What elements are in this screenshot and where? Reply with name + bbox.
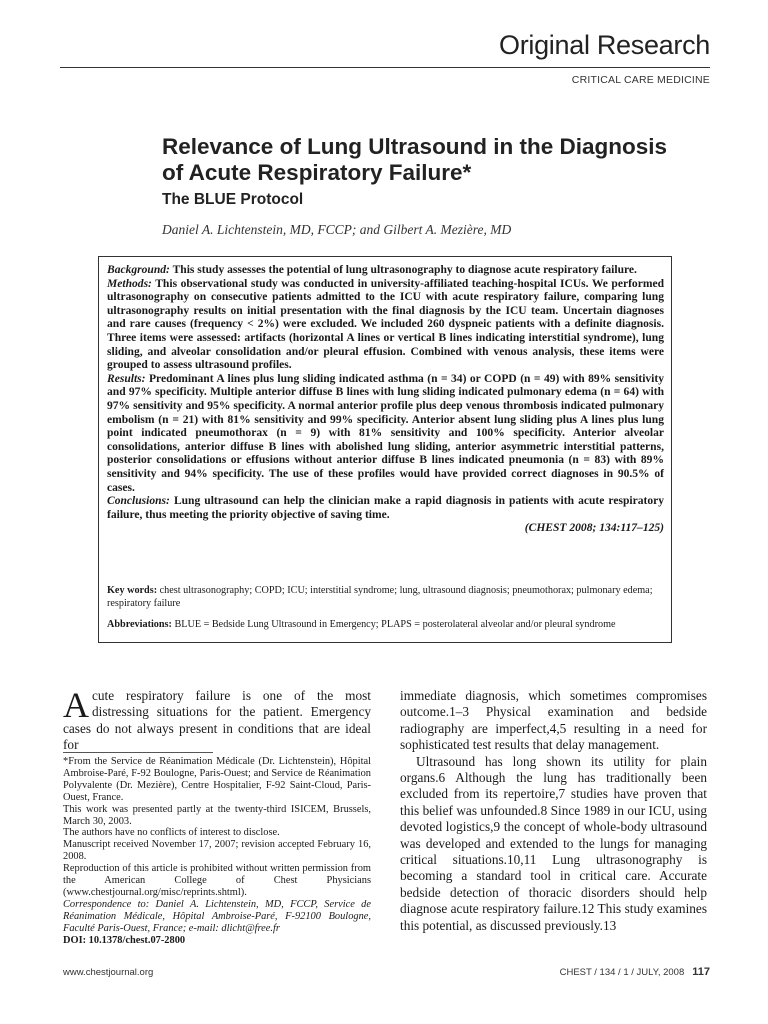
body-paragraph: Ultrasound has long shown its utility for plain organs.6 Although the lung has traditionally been excluded from its repertoire,7 studies have proven that this belief was unfounded.8 Since 1989 in our ICU, using devoted logistics,9 the concept of whole-body ultrasound was developed and extended to the lungs for managing critical situations.10,11 Lung ultrasonography is becoming a standard tool in critical care. Accurate bedside detection of thoracic disorders should help diagnose acute respiratory failure.12 This study examines this potential, as discussed previously.13 [400,753,707,933]
abstract-results [107,373,664,495]
keywords [107,585,664,610]
abstract-methods-label: Methods: [107,277,152,290]
article-subtitle: The BLUE Protocol [162,191,304,208]
footer-issue-info [560,966,710,978]
abstract-methods [107,278,664,373]
footnote-presented: This work was presented partly at the twenty-third ISICEM, Brussels, March 30, 2003. [63,803,371,827]
abbreviations-label: Abbreviations: [107,619,172,630]
body-intro-text: cute respiratory failure is one of the most distressing situations for the patient. Emergency cases do not always present in conditions that are ideal for [63,688,371,753]
abstract-results-text: Predominant A lines plus lung sliding indicated asthma (n = 34) or COPD (n = 49) with 89% sensitivity and 97% specificity. Multiple anterior diffuse B lines with lung sliding indicated pulmonary edema (n = 64) with 97% sensitivity and 95% specificity. A normal anterior profile plus deep venous thrombosis indicated pulmonary embolism (n = 21) with 81% sensitivity and 99% specificity. Anterior absent lung sliding plus A lines plus lung point indicated pneumothorax (n = 9) with 81% sensitivity and 100% specificity. Anterior alveolar consolidations, anterior diffuse B lines with abolished lung sliding, anterior asymmetric interstitial patterns, posterior consolidations or effusions without anterior diffuse B lines indicated pneumonia (n = 83) with 89% sensitivity and 94% specificity. The use of these profiles would have provided correct diagnoses in 90.5% of cases. [107,372,665,494]
abstract-methods-text: This observational study was conducted in university-affiliated teaching-hospital ICUs. We performed ultrasonography on consecutive patients admitted to the ICU with acute respiratory failure, comparing lung ultrasonography results on initial presentation with the final diagnosis by the ICU team. Uncertain diagnoses and rare causes (frequency < 2%) were excluded. We included 260 dyspneic patients with a definite diagnosis. Three items were assessed: artifacts (horizontal A lines or vertical B lines indicating interstitial syndrome), lung sliding, and alveolar consolidation and/or pleural effusion. Combined with venous analysis, these items were grouped to assess ultrasound profiles. [107,277,664,372]
footnote-affiliation: *From the Service de Réanimation Médicale (Dr. Lichtenstein), Hôpital Ambroise-Paré, F-92 Boulogne, Paris-Ouest; and Service de Réanimation Polyvalente (Dr. Mezière), Centre Hospitalier, F-92 Saint-Cloud, Paris-Ouest, France. [63,756,371,803]
abstract-background-text: This study assesses the potential of lung ultrasonography to diagnose acute respiratory failure. [172,264,637,276]
header-divider [60,67,710,68]
footer-website: www.chestjournal.org [63,967,154,978]
footnote-divider [63,752,213,753]
body-paragraph: immediate diagnosis, which sometimes compromises outcome.1–3 Physical examination and bedside radiography are imperfect,4,5 resulting in a need for sophisticated test results that delay management. [400,688,707,753]
footnotes [63,756,371,947]
abstract-background [107,264,664,278]
keywords-label: Key words: [107,585,158,596]
abstract-background-label: Background: [107,264,170,276]
abstract-conclusions [107,495,664,522]
article-type: Original Research [499,30,710,60]
author-list: Daniel A. Lichtenstein, MD, FCCP; and Gilbert A. Mezière, MD [162,222,512,237]
journal-section: CRITICAL CARE MEDICINE [571,74,710,86]
abstract-conclusions-text: Lung ultrasound can help the clinician make a rapid diagnosis in patients with acute respiratory failure, thus meeting the priority objective of saving time. [107,495,664,521]
drop-cap: A [63,685,89,725]
abstract-citation: (CHEST 2008; 134:117–125) [524,522,664,535]
footer-issue: CHEST / 134 / 1 / JULY, 2008 [559,967,685,978]
abstract-conclusions-label: Conclusions: [107,495,170,508]
page-number: 117 [692,966,710,978]
keywords-text: chest ultrasonography; COPD; ICU; interstitial syndrome; lung, ultrasound diagnosis; pneumothorax; pulmonary edema; respiratory failure [107,585,653,609]
footnote-received: Manuscript received November 17, 2007; revision accepted February 16, 2008. [63,839,371,863]
abbreviations [107,619,664,632]
abstract-results-label: Results: [107,372,146,385]
footnote-correspondence: Correspondence to: Daniel A. Lichtenstein, MD, FCCP, Service de Réanimation Médicale, Hôpital Ambroise-Paré, F-92100 Boulogne, Faculté Paris-Ouest, France; e-mail: dlicht@free.fr [63,898,371,934]
footnote-reproduction: Reproduction of this article is prohibited without written permission from the American College of Chest Physicians (www.chestjournal.org/misc/reprints.shtml). [63,863,371,898]
footnote-conflicts: The authors have no conflicts of interest to disclose. [63,827,280,839]
body-left-column [63,685,371,754]
abstract [107,264,664,536]
body-right-column [400,688,707,934]
footnote-doi: DOI: 10.1378/chest.07-2800 [63,934,186,946]
article-title: Relevance of Lung Ultrasound in the Diagnosis of Acute Respiratory Failure* [162,134,668,185]
abbreviations-text: BLUE = Bedside Lung Ultrasound in Emergency; PLAPS = posterolateral alveolar and/or pleural syndrome [174,619,616,630]
